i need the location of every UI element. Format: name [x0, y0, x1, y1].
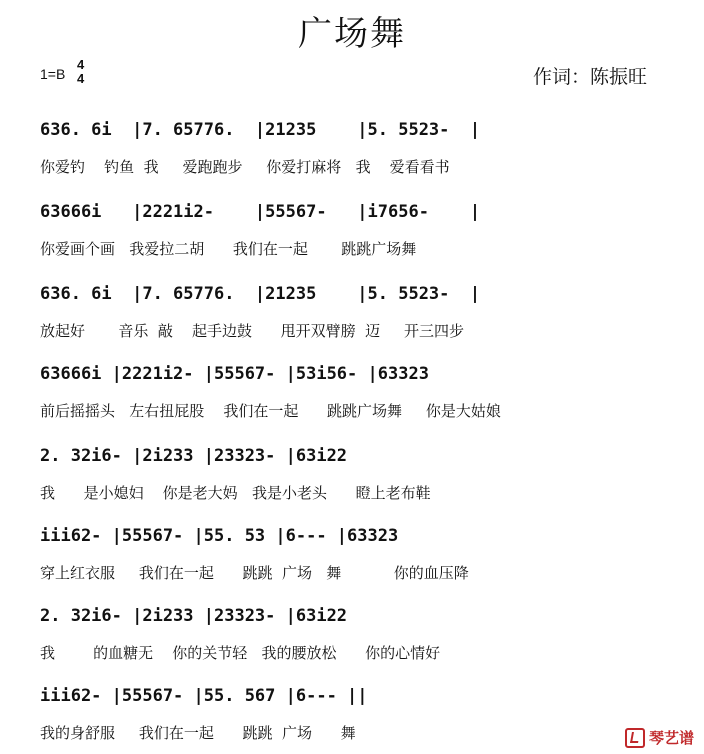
- lyrics-line: 你爱画个画 我爱拉二胡 我们在一起 跳跳广场舞: [40, 240, 417, 258]
- lyrics-line: 放起好 音乐 敲 起手边鼓 甩开双臂膀 迈 开三四步: [40, 322, 464, 340]
- notation-line: 2. 32i6- |2i233 |23323- |63i22: [40, 606, 348, 626]
- time-signature: [77, 58, 84, 86]
- key-signature: 1=B: [40, 66, 66, 82]
- notation-line: 636. 6i |7. 65776. |21235 |5. 5523- |: [40, 120, 481, 140]
- lyricist-credit: 作词：陈振旺: [532, 66, 647, 88]
- lyrics-line: 穿上红衣服 我们在一起 跳跳 广场 舞 你的血压降: [40, 564, 469, 582]
- time-signature-top: 4: [77, 57, 85, 72]
- lyrics-line: 我 是小媳妇 你是老大妈 我是小老头 瞪上老布鞋: [40, 484, 431, 502]
- song-title: 广场舞: [298, 14, 406, 54]
- lyrics-line: 你爱钓 钓鱼 我 爱跑跑步 你爱打麻将 我 爱看看书: [40, 158, 450, 176]
- notation-line: iii62- |55567- |55. 567 |6--- ||: [40, 686, 368, 706]
- time-signature-bottom: 4: [77, 71, 85, 86]
- site-watermark: [625, 727, 694, 749]
- watermark-text: 琴艺谱: [648, 728, 694, 747]
- logo-icon: [625, 728, 645, 748]
- lyrics-line: 我的身舒服 我们在一起 跳跳 广场 舞: [40, 724, 356, 742]
- notation-line: 636. 6i |7. 65776. |21235 |5. 5523- |: [40, 284, 481, 304]
- notation-line: iii62- |55567- |55. 53 |6--- |63323: [40, 526, 399, 546]
- lyrics-line: 前后摇摇头 左右扭屁股 我们在一起 跳跳广场舞 你是大姑娘: [40, 402, 501, 420]
- notation-line: 2. 32i6- |2i233 |23323- |63i22: [40, 446, 348, 466]
- lyrics-line: 我 的血糖无 你的关节轻 我的腰放松 你的心情好: [40, 644, 441, 662]
- notation-line: 63666i |2221i2- |55567- |53i56- |63323: [40, 364, 429, 384]
- notation-line: 63666i |2221i2- |55567- |i7656- |: [40, 202, 481, 222]
